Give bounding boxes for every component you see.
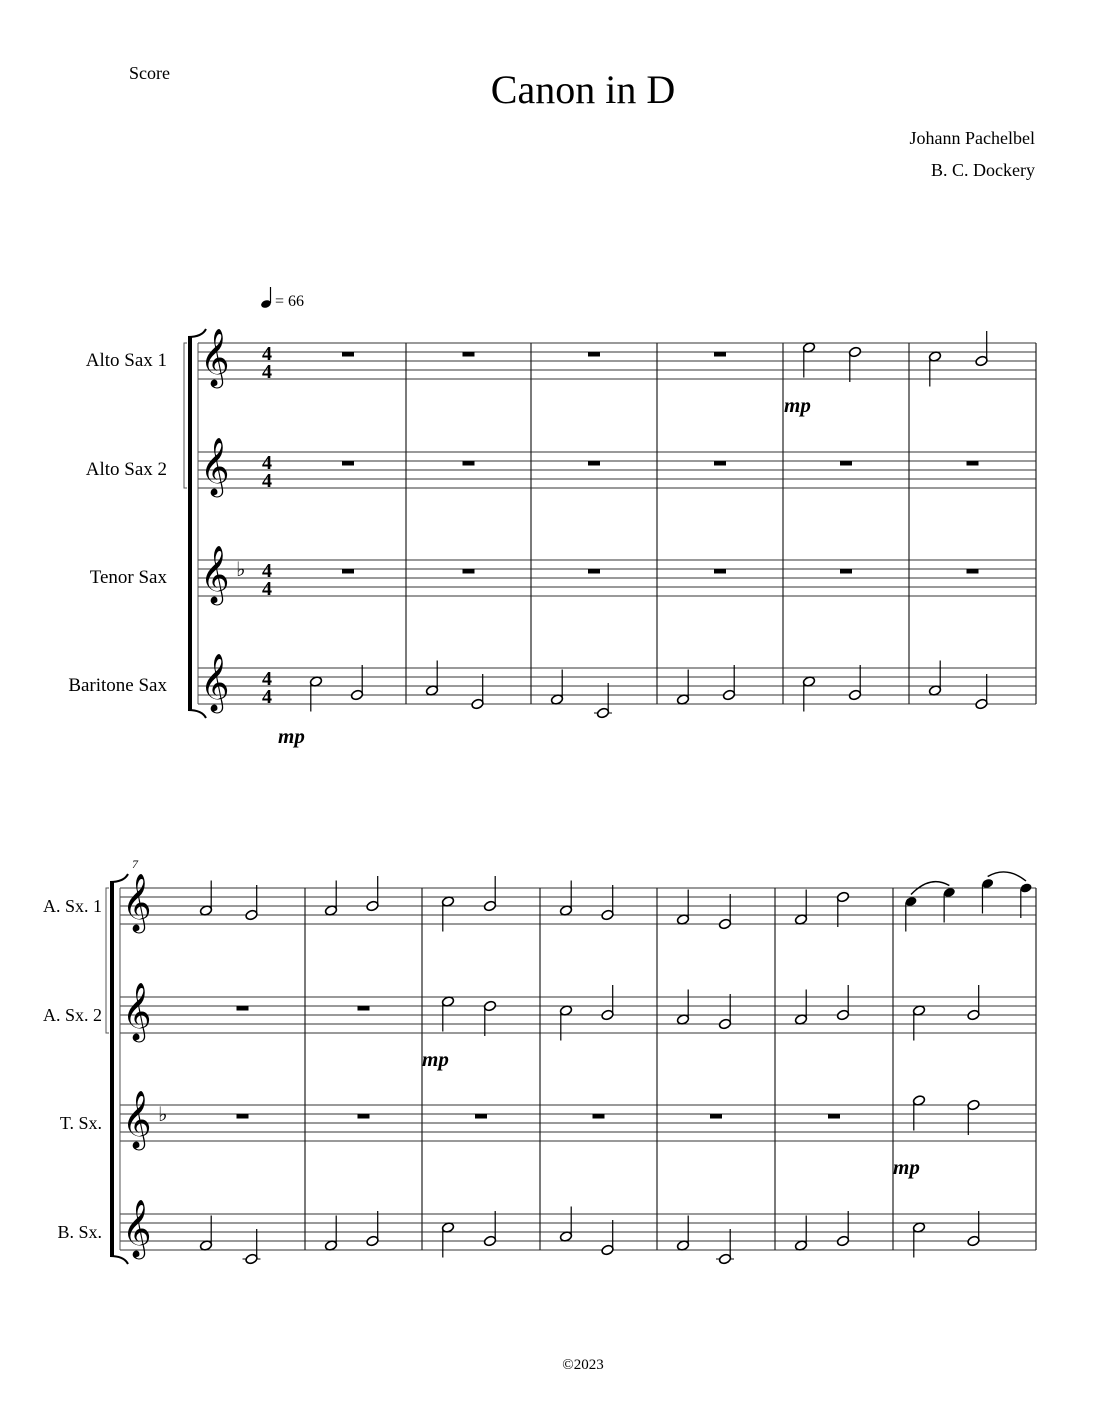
staff-1: [120, 888, 1036, 924]
measure-8: [358, 1114, 370, 1119]
whole-rest-icon: [714, 569, 726, 574]
whole-rest-icon: [588, 352, 600, 357]
treble-clef-icon: 𝄞: [122, 1199, 152, 1257]
half-note: [912, 1222, 925, 1258]
system-1: [184, 328, 1036, 748]
whole-rest-icon: [840, 461, 852, 466]
measure-8: [358, 1006, 370, 1011]
measure-7: [237, 1114, 249, 1119]
part-3-notes: [342, 569, 979, 574]
measure-10: [559, 985, 614, 1041]
treble-clef-icon: 𝄞: [200, 437, 230, 495]
measure-8: [324, 876, 379, 916]
half-note: [802, 342, 815, 378]
measure-13: [904, 878, 1032, 932]
measure-9: [441, 1211, 496, 1258]
part-1-notes: [342, 331, 988, 417]
whole-rest-icon: [358, 1114, 370, 1119]
half-note: [559, 881, 572, 917]
whole-rest-icon: [342, 569, 354, 574]
whole-rest-icon: [475, 1114, 487, 1119]
bracket-hook-bottom: [110, 1256, 128, 1264]
measure-12: [794, 890, 849, 928]
measure-4: [676, 665, 735, 705]
measure-5: [802, 665, 861, 712]
time-signature-numerator: 4: [262, 560, 272, 582]
treble-clef-icon: 𝄞: [122, 1090, 152, 1148]
page-title: Canon in D: [490, 67, 676, 112]
measure-2: [463, 569, 475, 574]
time-signature-numerator: 4: [262, 452, 272, 474]
quarter-note-icon: [260, 287, 272, 309]
measure-10: [593, 1114, 605, 1119]
measure-5: [802, 342, 861, 382]
half-note: [441, 1222, 454, 1258]
time-signature-numerator: 4: [262, 668, 272, 690]
staff-header-1: [122, 873, 152, 934]
half-note: [199, 881, 212, 917]
half-note: [912, 1095, 925, 1131]
bracket-hook-bottom: [188, 710, 206, 718]
half-note: [975, 674, 988, 710]
half-note: [483, 876, 496, 912]
half-note: [559, 1207, 572, 1243]
half-note: [245, 885, 258, 921]
quarter-note: [943, 887, 956, 923]
half-note: [967, 1211, 980, 1247]
half-note: [441, 896, 454, 932]
staff-header-3: [200, 545, 272, 606]
half-note: [483, 1000, 496, 1036]
dynamic-marking: mp: [422, 1047, 449, 1071]
half-note: [928, 661, 941, 697]
measure-12: [794, 1211, 849, 1251]
measure-2: [463, 352, 475, 357]
measure-9: [441, 876, 496, 932]
alto-sax-sub-bracket: [106, 888, 109, 1033]
staff-header-3: [122, 1090, 167, 1151]
whole-rest-icon: [967, 461, 979, 466]
staff-3: [120, 1105, 1036, 1141]
slur: [988, 872, 1026, 881]
time-signature-denominator: 4: [262, 361, 272, 383]
treble-clef-icon: 𝄞: [122, 873, 152, 931]
half-note: [912, 1005, 925, 1041]
measure-3: [588, 461, 600, 466]
half-note: [836, 1211, 849, 1247]
measure-9: [441, 996, 496, 1036]
whole-rest-icon: [588, 461, 600, 466]
staff-4: [120, 1214, 1036, 1250]
half-note: [441, 996, 454, 1032]
measure-7: [237, 1006, 249, 1011]
half-note: [324, 1216, 337, 1252]
flat-icon: ♭: [236, 557, 246, 581]
tempo-value: = 66: [275, 293, 305, 310]
staff-header-2: [200, 437, 272, 498]
treble-clef-icon: 𝄞: [122, 982, 152, 1040]
staff-header-4: [122, 1199, 152, 1260]
whole-rest-icon: [358, 1006, 370, 1011]
half-note: [794, 1216, 807, 1252]
half-note: [471, 674, 484, 710]
time-signature-denominator: 4: [262, 470, 272, 492]
whole-rest-icon: [237, 1114, 249, 1119]
measure-4: [714, 461, 726, 466]
half-note: [794, 890, 807, 926]
staff-1: [198, 343, 1036, 379]
measure-4: [714, 569, 726, 574]
measure-8: [324, 1211, 379, 1251]
half-note: [366, 876, 379, 912]
measure-1: [342, 352, 354, 357]
time-signature-denominator: 4: [262, 578, 272, 600]
instrument-abbr-tenor-sax: T. Sx.: [59, 1113, 102, 1133]
whole-rest-icon: [463, 461, 475, 466]
staff-4: [198, 668, 1036, 704]
half-note: [716, 1229, 734, 1265]
flat-icon: ♭: [158, 1102, 168, 1126]
measure-12: [828, 1114, 840, 1119]
whole-rest-icon: [237, 1006, 249, 1011]
half-note: [848, 346, 861, 382]
measure-5: [840, 461, 852, 466]
measure-4: [714, 352, 726, 357]
measure-6: [967, 461, 979, 466]
half-note: [559, 1005, 572, 1041]
time-signature-numerator: 4: [262, 343, 272, 365]
half-note: [718, 994, 731, 1030]
staff-3: [198, 560, 1036, 596]
measure-6: [967, 569, 979, 574]
measure-number: 7: [132, 857, 138, 871]
staff-header-1: [200, 328, 272, 389]
instrument-abbr-alto-sax-1: A. Sx. 1: [42, 896, 102, 916]
whole-rest-icon: [714, 352, 726, 357]
half-note: [794, 990, 807, 1026]
half-note: [483, 1211, 496, 1247]
half-note: [350, 665, 363, 701]
alto-sax-sub-bracket: [184, 343, 187, 488]
system-2: [106, 857, 1036, 1265]
quarter-note: [904, 896, 917, 932]
measure-13: [912, 1211, 980, 1258]
measure-1: [342, 569, 354, 574]
half-note: [676, 990, 689, 1026]
half-note: [836, 985, 849, 1021]
whole-rest-icon: [463, 569, 475, 574]
half-note: [802, 676, 815, 712]
half-note: [550, 670, 563, 706]
dynamic-marking: mp: [893, 1155, 920, 1179]
half-note: [975, 331, 988, 367]
staff-2: [198, 452, 1036, 488]
measure-13: [912, 1095, 980, 1135]
copyright-notice: ©2023: [562, 1357, 604, 1373]
dynamic-marking: mp: [784, 393, 811, 417]
time-signature-denominator: 4: [262, 686, 272, 708]
part-2-notes: [342, 461, 979, 466]
measure-3: [588, 352, 600, 357]
measure-6: [928, 331, 988, 387]
measure-9: [475, 1114, 487, 1119]
whole-rest-icon: [593, 1114, 605, 1119]
part-4-notes: [199, 1207, 980, 1265]
tempo-marking: [260, 287, 304, 310]
whole-rest-icon: [967, 569, 979, 574]
measure-11: [710, 1114, 722, 1119]
whole-rest-icon: [342, 461, 354, 466]
measure-13: [912, 985, 980, 1041]
dynamic-marking: mp: [278, 724, 305, 748]
quarter-note: [981, 878, 994, 914]
half-note: [928, 351, 941, 387]
whole-rest-icon: [840, 569, 852, 574]
staff-header-2: [122, 982, 152, 1043]
half-note: [676, 1216, 689, 1252]
half-note: [594, 683, 612, 719]
instrument-label-alto-sax-2: Alto Sax 2: [85, 459, 167, 480]
half-note: [324, 881, 337, 917]
composer-credit: Johann Pachelbel: [909, 128, 1035, 148]
half-note: [601, 885, 614, 921]
half-note: [836, 891, 849, 927]
instrument-label-alto-sax-1: Alto Sax 1: [85, 350, 167, 371]
staff-header-4: [200, 653, 272, 714]
instrument-label-baritone-sax: Baritone Sax: [68, 675, 167, 696]
part-2-notes: [237, 985, 981, 1071]
half-note: [366, 1211, 379, 1247]
systems: [106, 328, 1036, 1265]
measure-2: [463, 461, 475, 466]
half-note: [967, 985, 980, 1021]
half-note: [309, 676, 322, 712]
measure-3: [588, 569, 600, 574]
treble-clef-icon: 𝄞: [200, 328, 230, 386]
whole-rest-icon: [463, 352, 475, 357]
quarter-note: [1019, 882, 1032, 918]
instrument-abbr-alto-sax-2: A. Sx. 2: [42, 1005, 102, 1025]
half-note: [967, 1099, 980, 1135]
half-note: [676, 890, 689, 926]
half-note: [718, 894, 731, 930]
whole-rest-icon: [710, 1114, 722, 1119]
whole-rest-icon: [828, 1114, 840, 1119]
whole-rest-icon: [714, 461, 726, 466]
arranger-credit: B. C. Dockery: [931, 160, 1035, 180]
half-note: [848, 665, 861, 701]
instrument-label-tenor-sax: Tenor Sax: [89, 567, 167, 588]
score-label: Score: [129, 63, 170, 83]
half-note: [722, 665, 735, 701]
measure-1: [342, 461, 354, 466]
staff-2: [120, 997, 1036, 1033]
measure-1: [309, 665, 363, 712]
part-1-notes: [199, 872, 1032, 932]
whole-rest-icon: [588, 569, 600, 574]
half-note: [425, 661, 438, 697]
instrument-abbr-baritone-sax: B. Sx.: [57, 1222, 102, 1242]
half-note: [601, 985, 614, 1021]
half-note: [676, 670, 689, 706]
treble-clef-icon: 𝄞: [200, 653, 230, 711]
treble-clef-icon: 𝄞: [200, 545, 230, 603]
half-note: [243, 1229, 261, 1265]
half-note: [601, 1220, 614, 1256]
whole-rest-icon: [342, 352, 354, 357]
measure-12: [794, 985, 849, 1025]
measure-5: [840, 569, 852, 574]
half-note: [199, 1216, 212, 1252]
part-3-notes: [237, 1095, 981, 1179]
